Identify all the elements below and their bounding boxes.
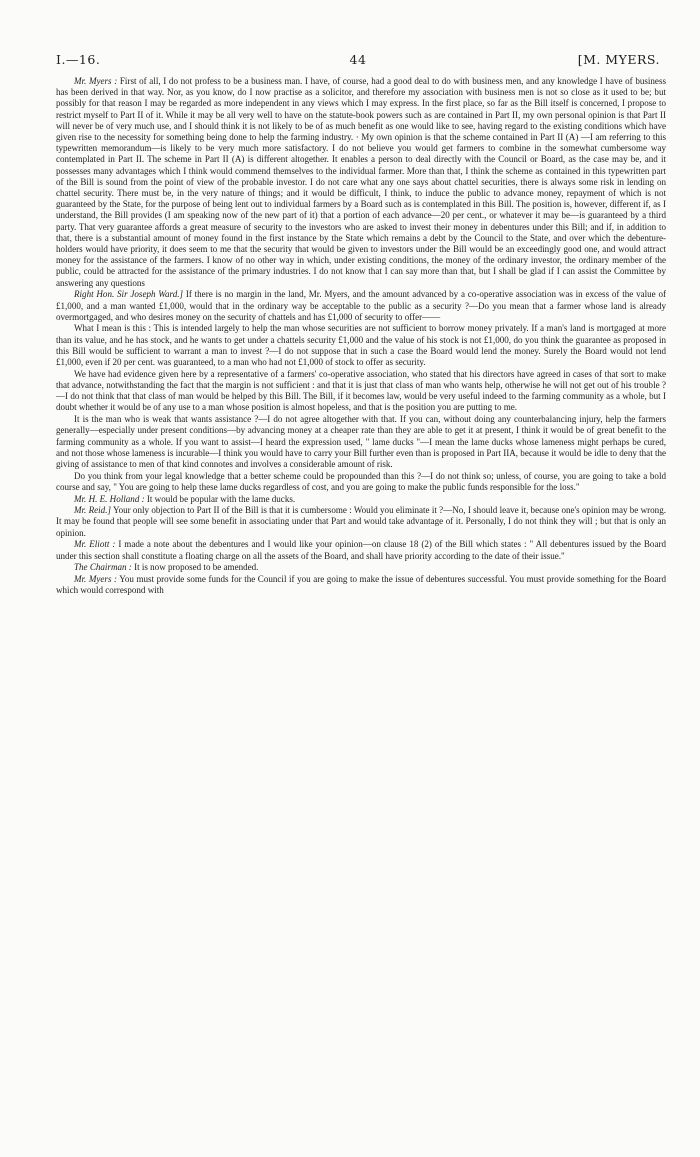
paper-reference: I.—16. <box>56 52 101 67</box>
paragraph-text: If there is no margin in the land, Mr. Myers, and the amount advanced by a co-operative association was in excess of the value of £1,000, and a man wanted £1,000, would that in the ordinary way be acceptable to the public as a security ?—Do you mean that a farmer whose land is already overmortgaged, and who desires money on the security of chattels and has £1,000 of security to offer—— <box>56 289 666 322</box>
paragraph <box>56 539 666 561</box>
paragraph-text: Do you think from your legal knowledge that a better scheme could be propounded than this ?—I do not think so; unless, of course, you are going to take a bold course and say, " You are going to help these lame ducks regardless of cost, and you are going to make the public funds responsible for the loss." <box>56 470 666 492</box>
paragraph <box>56 323 666 368</box>
speaker-label: Mr. H. E. Holland : <box>74 493 145 504</box>
paragraph <box>56 471 666 493</box>
speaker-label: Mr. Eliott : <box>74 539 116 550</box>
paragraph-text: I made a note about the debentures and I would like your opinion—on clause 18 (2) of the Bill which states : " All debentures issued by the Board under this section shall constitute a floating charge on all the assets of the Board, and shall have priority according to the date of their issue." <box>56 539 666 561</box>
paragraph-text: Your only objection to Part II of the Bill is that it is cumbersome : Would you eliminate it ?—No, I should leave it, because one's opinion may be wrong. It may be found that people will see some benefit in associating under that Part and would take advantage of it. Personally, I do not think they will ; but that is only an opinion. <box>56 505 666 538</box>
paragraph <box>56 494 666 505</box>
paragraph <box>56 505 666 539</box>
paragraph <box>56 574 666 596</box>
paragraph-text: You must provide some funds for the Council if you are going to make the issue of debentures successful. You must provide something for the Board which would correspond with <box>56 573 666 596</box>
paragraph-text: It is the man who is weak that wants assistance ?—I do not agree altogether with that. If you can, without doing any counterbalancing injury, help the farmers generally—especially under present conditions—by advancing money at a cheaper rate than they are able to get it at present, I think it would be of great benefit to the farming community as a whole. If you want to assist—I heard the expression used, " lame ducks "—I mean the lame ducks whose lameness might perhaps be cured, and not those whose lameness is incurable—I think you would have to carry your Bill further even than is proposed in Part IIA, because it would be idle to deny that the giving of assistance to men of that kind connotes and involves a considerable amount of risk. <box>56 414 667 469</box>
speaker-label: Mr. Myers : <box>74 573 118 584</box>
speaker-label: Right Hon. Sir Joseph Ward.] <box>74 289 184 300</box>
speaker-label: The Chairman : <box>74 562 132 573</box>
paragraph <box>56 414 666 470</box>
paragraph-text: It would be popular with the lame ducks. <box>146 493 296 504</box>
speaker-label: Mr. Reid.] <box>74 505 111 516</box>
paragraph <box>56 76 666 289</box>
paragraph <box>56 289 666 323</box>
paragraph-text: It is now proposed to be amended. <box>134 562 259 573</box>
transcript-body <box>56 76 666 597</box>
page-number: 44 <box>349 52 367 67</box>
paragraph-text: First of all, I do not profess to be a business man. I have, of course, had a good deal to do with business men, and any knowledge I have of business has been derived in that way. Nor, as you know, do I now practise as a solicitor, and therefore my association with business men is not so close as it used to be; but possibly for that reason I may be regarded as more independent in any views which I may express. In the first place, so far as the Bill itself is concerned, I propose to restrict myself to Part II of it. While it may be all very well to have on the statute-book powers such as are contained in Part II, my own personal opinion is that Part II will never be of very much use, and I should think it is not likely to be of as much benefit as one would like to see, having regard to the existing conditions which have given rise to the necessity for something being done to help the farming industry. · My own opinion is that the scheme contained in Part II (A) —I am referring to this typewritten memorandum—is likely to be very much more satisfactory. I do not believe you would get farmers to combine in the somewhat cumbersome way contemplated in Part II. The scheme in Part II (A) is different altogether. It enables a person to deal directly with the Council or Board, as the case may be, and it possesses many advantages which I think would commend themselves to the individual farmer. More than that, I think the scheme as contained in this typewritten part of the Bill is sound from the point of view of the probable investor. I do not care what any one says about chattel securities, there is always some risk in lending on chattel security. There must be, in the very nature of things; and it would be difficult, I think, to induce the public to advance money, repayment of which is not guaranteed by the State, for the purpose of being lent out to individual farmers by a Board such as is contemplated in this Bill. The position is, however, different if, as I understand, the Bill provides (I am speaking now of the new part of it) that a portion of each advance—20 per cent., or whatever it may be—is guaranteed by a third party. That very guarantee affords a great measure of security to the investors who are asked to invest their money in debentures under this Bill; and if, in addition to that, there is a substantial amount of money found in the first instance by the State which remains a debt by the Council to the State, and over which the debenture-holders would have priority, it does seem to me that the security that would be given to investors under the Bill would be an exceedingly good one, and would attract money for the assistance of the farmers. I know of no other way in which, under existing conditions, the money of the ordinary investor, the ordinary member of the public, could be attracted for the assistance of the primary industries. I do not know that I can say more than that, but I shall be glad if I can assist the Committee by answering any questions <box>56 76 666 288</box>
paragraph-text: We have had evidence given here by a representative of a farmers' co-operative association, who stated that his directors have agreed in cases of that sort to make that advance, notwithstanding the fact that the margin is not sufficient : and that it is just that class of man who wants help, otherwise he will not get out of his trouble ?—I do not think that that class of man would be helped by this Bill. The Bill, if it becomes law, would be very useful indeed to the farming community as a whole, but I doubt whether it would be of any use to a man whose position is almost hopeless, and that is the position you are putting to me. <box>56 368 666 413</box>
speaker-label: Mr. Myers : <box>74 76 118 86</box>
witness-name: [M. MYERS. <box>577 52 660 67</box>
paragraph <box>56 562 666 573</box>
paragraph <box>56 369 666 414</box>
page-header <box>56 52 660 70</box>
paragraph-text: What I mean is this : This is intended largely to help the man whose securities are not sufficient to borrow money privately. If a man's land is mortgaged at more than its value, and he has stock, and he wants to get under a chattels security £1,000 and the value of his stock is not £1,000, do you think the guarantee as proposed in this Bill would be sufficient to warrant a man to invest ?—I do not suppose that in such a case the Board would lend the money. Surely the Board would not lend £1,000, even if 20 per cent. was guaranteed, to a man who had not £1,000 of stock to offer as security. <box>56 323 666 368</box>
